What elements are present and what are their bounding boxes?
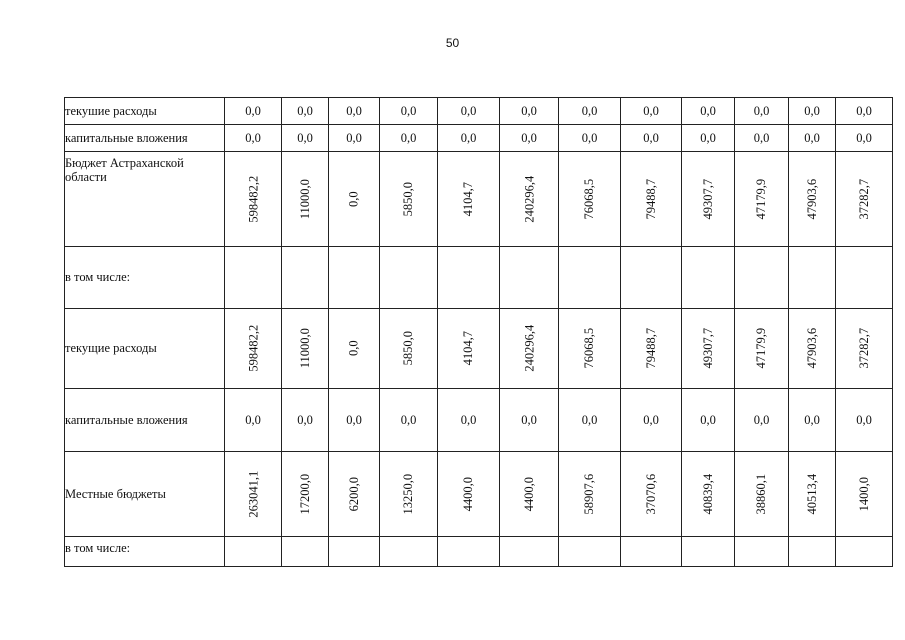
cell-value: 4104,7 [461,331,476,366]
cell-value: 0,0 [245,412,261,427]
cell-value: 0,0 [245,103,261,118]
row-label: текушие расходы [65,98,225,125]
value-cell [329,389,380,452]
value-cell [789,125,836,152]
value-cell [329,125,380,152]
value-cell [682,389,735,452]
value-cell [836,98,893,125]
table-row [65,152,893,247]
cell-value: 37070,6 [643,473,658,515]
budget-table [64,97,893,567]
cell-value: 79488,7 [643,328,658,369]
cell-value: 0,0 [400,103,417,118]
value-cell [329,537,380,567]
cell-value: 0,0 [753,130,770,145]
cell-value: 0,0 [460,130,477,145]
value-cell [559,389,621,452]
cell-value: 0,0 [643,130,659,145]
cell-value: 0,0 [643,103,659,118]
cell-value: 0,0 [400,130,417,145]
value-cell [789,98,836,125]
cell-value: 17200,0 [297,473,312,515]
value-cell [380,152,438,247]
value-cell [500,389,559,452]
table-row [65,98,893,125]
cell-value: 240296,4 [521,325,536,372]
cell-value: 0,0 [346,412,362,427]
value-cell [789,152,836,247]
value-cell [559,537,621,567]
value-cell [282,452,329,537]
cell-value: 40839,4 [700,473,715,515]
value-cell [789,389,836,452]
value-cell [559,152,621,247]
value-cell [682,98,735,125]
cell-value: 76068,5 [582,328,597,369]
cell-value: 37282,7 [856,328,871,369]
cell-value: 47903,6 [804,328,819,369]
value-cell [329,247,380,309]
cell-value: 0,0 [804,103,820,118]
cell-value: 598482,2 [245,325,260,372]
cell-value: 37282,7 [856,178,871,220]
cell-value: 0,0 [521,130,537,145]
value-cell [735,389,789,452]
value-cell [438,309,500,389]
cell-value: 6200,0 [346,476,361,512]
value-cell [621,98,682,125]
cell-value: 0,0 [400,412,417,427]
cell-value: 0,0 [297,103,313,118]
value-cell [438,389,500,452]
value-cell [735,452,789,537]
value-cell [621,152,682,247]
cell-value: 76068,5 [582,178,597,220]
value-cell [621,537,682,567]
table-row [65,247,893,309]
value-cell [735,537,789,567]
value-cell [329,309,380,389]
value-cell [500,152,559,247]
value-cell [682,125,735,152]
value-cell [438,98,500,125]
table-row [65,389,893,452]
cell-value: 0,0 [346,340,361,357]
cell-value: 0,0 [753,412,770,427]
value-cell [438,247,500,309]
row-label: Бюджет Астраханской области [65,152,225,247]
cell-value: 5850,0 [401,331,416,366]
cell-value: 598482,2 [245,175,260,223]
cell-value: 0,0 [460,412,477,427]
cell-value: 4104,7 [461,181,476,217]
cell-value: 40513,4 [804,473,819,515]
cell-value: 0,0 [297,412,313,427]
cell-value: 0,0 [581,130,598,145]
value-cell [225,537,282,567]
cell-value: 0,0 [856,103,872,118]
cell-value: 0,0 [581,103,598,118]
value-cell [621,452,682,537]
value-cell [735,247,789,309]
value-cell [438,125,500,152]
cell-value: 0,0 [856,412,872,427]
cell-value: 0,0 [297,130,313,145]
value-cell [836,537,893,567]
value-cell [559,452,621,537]
value-cell [559,309,621,389]
cell-value: 0,0 [581,412,598,427]
table-row [65,309,893,389]
value-cell [621,247,682,309]
cell-value: 38860,1 [754,473,769,515]
table-row [65,452,893,537]
value-cell [282,309,329,389]
value-cell [282,537,329,567]
cell-value: 4400,0 [521,476,536,512]
table-row [65,125,893,152]
value-cell [282,389,329,452]
value-cell [682,309,735,389]
cell-value: 49307,7 [700,328,715,369]
page-number: 50 [445,36,460,50]
value-cell [225,452,282,537]
cell-value: 240296,4 [521,175,536,223]
value-cell [735,152,789,247]
value-cell [682,537,735,567]
value-cell [789,452,836,537]
value-cell [225,247,282,309]
value-cell [380,98,438,125]
row-label: капитальные вложения [65,125,225,152]
row-label: в том числе: [65,247,225,309]
cell-value: 49307,7 [700,178,715,220]
value-cell [735,309,789,389]
value-cell [438,537,500,567]
value-cell [380,452,438,537]
value-cell [380,125,438,152]
cell-value: 0,0 [753,103,770,118]
row-label: капитальные вложения [65,389,225,452]
value-cell [621,309,682,389]
cell-value: 47903,6 [804,178,819,220]
value-cell [282,152,329,247]
budget-table-body [65,98,893,567]
value-cell [380,537,438,567]
value-cell [789,309,836,389]
value-cell [682,452,735,537]
cell-value: 4400,0 [461,476,476,512]
cell-value: 47179,9 [754,178,769,220]
value-cell [500,309,559,389]
value-cell [836,125,893,152]
cell-value: 0,0 [804,130,820,145]
value-cell [559,247,621,309]
value-cell [438,452,500,537]
value-cell [682,247,735,309]
value-cell [282,247,329,309]
value-cell [500,125,559,152]
value-cell [789,247,836,309]
value-cell [836,309,893,389]
value-cell [836,152,893,247]
cell-value: 0,0 [700,412,716,427]
value-cell [438,152,500,247]
value-cell [282,125,329,152]
value-cell [380,247,438,309]
cell-value: 0,0 [460,103,477,118]
cell-value: 0,0 [856,130,872,145]
value-cell [225,152,282,247]
cell-value: 79488,7 [643,178,658,220]
cell-value: 58907,6 [582,473,597,515]
cell-value: 1400,0 [856,476,871,512]
value-cell [836,389,893,452]
value-cell [836,247,893,309]
cell-value: 11000,0 [297,178,312,220]
row-label: Местные бюджеты [65,452,225,537]
value-cell [225,309,282,389]
value-cell [225,125,282,152]
value-cell [682,152,735,247]
value-cell [735,125,789,152]
cell-value: 0,0 [700,103,716,118]
value-cell [225,98,282,125]
value-cell [500,247,559,309]
value-cell [559,98,621,125]
value-cell [789,537,836,567]
value-cell [329,98,380,125]
value-cell [559,125,621,152]
cell-value: 11000,0 [297,328,312,369]
cell-value: 0,0 [346,130,362,145]
table-row [65,537,893,567]
cell-value: 0,0 [346,103,362,118]
cell-value: 0,0 [346,191,361,207]
row-label: текущие расходы [65,309,225,389]
value-cell [621,389,682,452]
value-cell [735,98,789,125]
cell-value: 0,0 [521,103,537,118]
cell-value: 0,0 [245,130,261,145]
value-cell [380,309,438,389]
cell-value: 47179,9 [754,328,769,369]
cell-value: 263041,1 [245,470,260,518]
value-cell [329,152,380,247]
value-cell [282,98,329,125]
cell-value: 0,0 [700,130,716,145]
cell-value: 5850,0 [401,181,416,217]
value-cell [621,125,682,152]
cell-value: 13250,0 [401,473,416,515]
cell-value: 0,0 [521,412,537,427]
value-cell [836,452,893,537]
value-cell [500,452,559,537]
value-cell [329,452,380,537]
value-cell [380,389,438,452]
cell-value: 0,0 [804,412,820,427]
value-cell [500,98,559,125]
cell-value: 0,0 [643,412,659,427]
row-label: в том числе: [65,537,225,567]
value-cell [500,537,559,567]
value-cell [225,389,282,452]
